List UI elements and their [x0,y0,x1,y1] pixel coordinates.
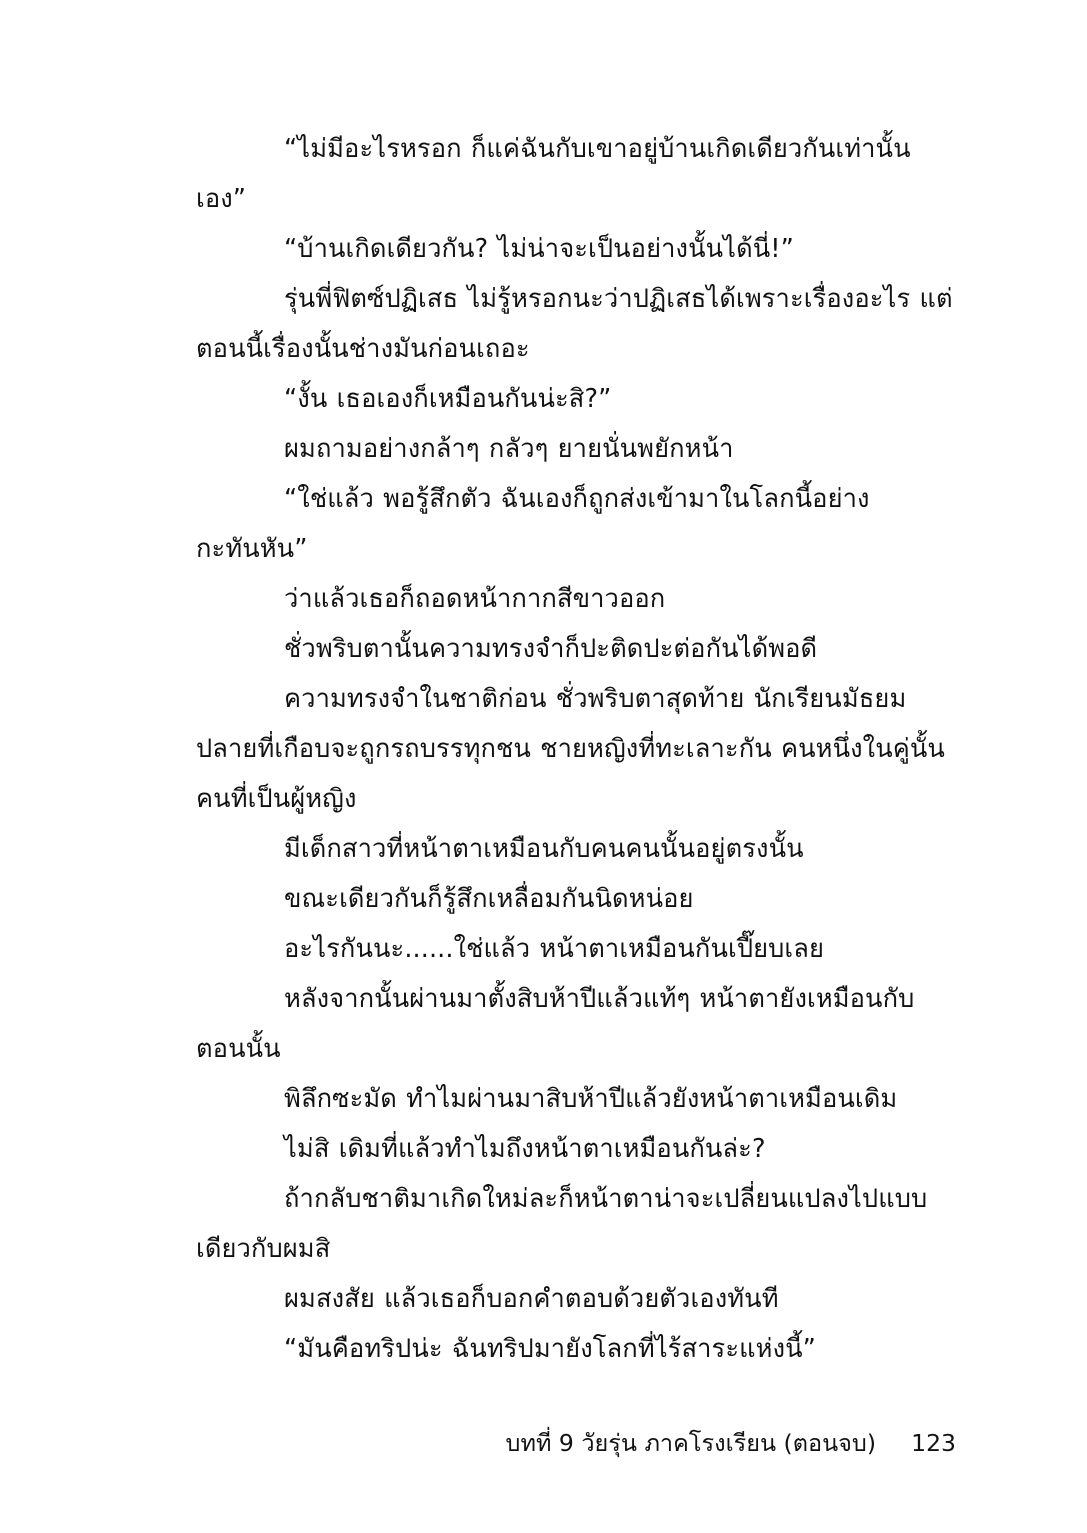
paragraph: ถ้ากลับชาติมาเกิดใหม่ละก็หน้าตาน่าจะเปลี่ยนแปลงไปแบบเดียวกับผมสิ [196,1184,928,1264]
paragraph: ไม่สิ เดิมที่แล้วทำไมถึงหน้าตาเหมือนกันล่ะ? [284,1134,766,1164]
paragraph: ว่าแล้วเธอก็ถอดหน้ากากสีขาวออก [284,584,666,614]
paragraph: พิลึกซะมัด ทำไมผ่านมาสิบห้าปีแล้วยังหน้าตาเหมือนเดิม [284,1084,898,1114]
paragraph: “ไม่มีอะไรหรอก ก็แค่ฉันกับเขาอยู่บ้านเกิดเดียวกันเท่านั้นเอง” [196,134,911,214]
paragraph: อะไรกันนะ......ใช่แล้ว หน้าตาเหมือนกันเปี๊ยบเลย [284,934,825,964]
body-text [196,124,956,1374]
paragraph: ชั่วพริบตานั้นความทรงจำก็ปะติดปะต่อกันได้พอดี [284,634,818,664]
paragraph: “บ้านเกิดเดียวกัน? ไม่น่าจะเป็นอย่างนั้นได้นี่!” [284,234,794,264]
page-number: 123 [911,1429,956,1457]
page-footer [196,1425,956,1462]
paragraph: ความทรงจำในชาติก่อน ชั่วพริบตาสุดท้าย นักเรียนมัธยมปลายที่เกือบจะถูกรถบรรทุกชน ชายหญิงที่ทะเลาะกัน คนหนึ่งในคู่นั้น คนที่เป็นผู้หญิง [196,684,945,814]
paragraph: มีเด็กสาวที่หน้าตาเหมือนกับคนคนนั้นอยู่ตรงนั้น [284,834,804,864]
paragraph: รุ่นพี่ฟิตซ์ปฏิเสธ ไม่รู้หรอกนะว่าปฏิเสธได้เพราะเรื่องอะไร แต่ตอนนี้เรื่องนั้นช่างมันก่อนเถอะ [196,284,953,364]
paragraph: ผมสงสัย แล้วเธอก็บอกคำตอบด้วยตัวเองทันที [284,1284,779,1314]
paragraph: ผมถามอย่างกล้าๆ กลัวๆ ยายนั่นพยักหน้า [284,434,734,464]
paragraph: “มันคือทริปน่ะ ฉันทริปมายังโลกที่ไร้สาระแห่งนี้” [284,1334,816,1364]
paragraph: หลังจากนั้นผ่านมาตั้งสิบห้าปีแล้วแท้ๆ หน้าตายังเหมือนกับตอนนั้น [196,984,915,1064]
paragraph: “ใช่แล้ว พอรู้สึกตัว ฉันเองก็ถูกส่งเข้ามาในโลกนี้อย่างกะทันหัน” [196,484,870,564]
footer-chapter-label: บทที่ 9 วัยรุ่น ภาคโรงเรียน (ตอนจบ) [505,1429,876,1457]
paragraph: ขณะเดียวกันก็รู้สึกเหลื่อมกันนิดหน่อย [284,884,694,914]
paragraph: “งั้น เธอเองก็เหมือนกันน่ะสิ?” [284,384,612,414]
